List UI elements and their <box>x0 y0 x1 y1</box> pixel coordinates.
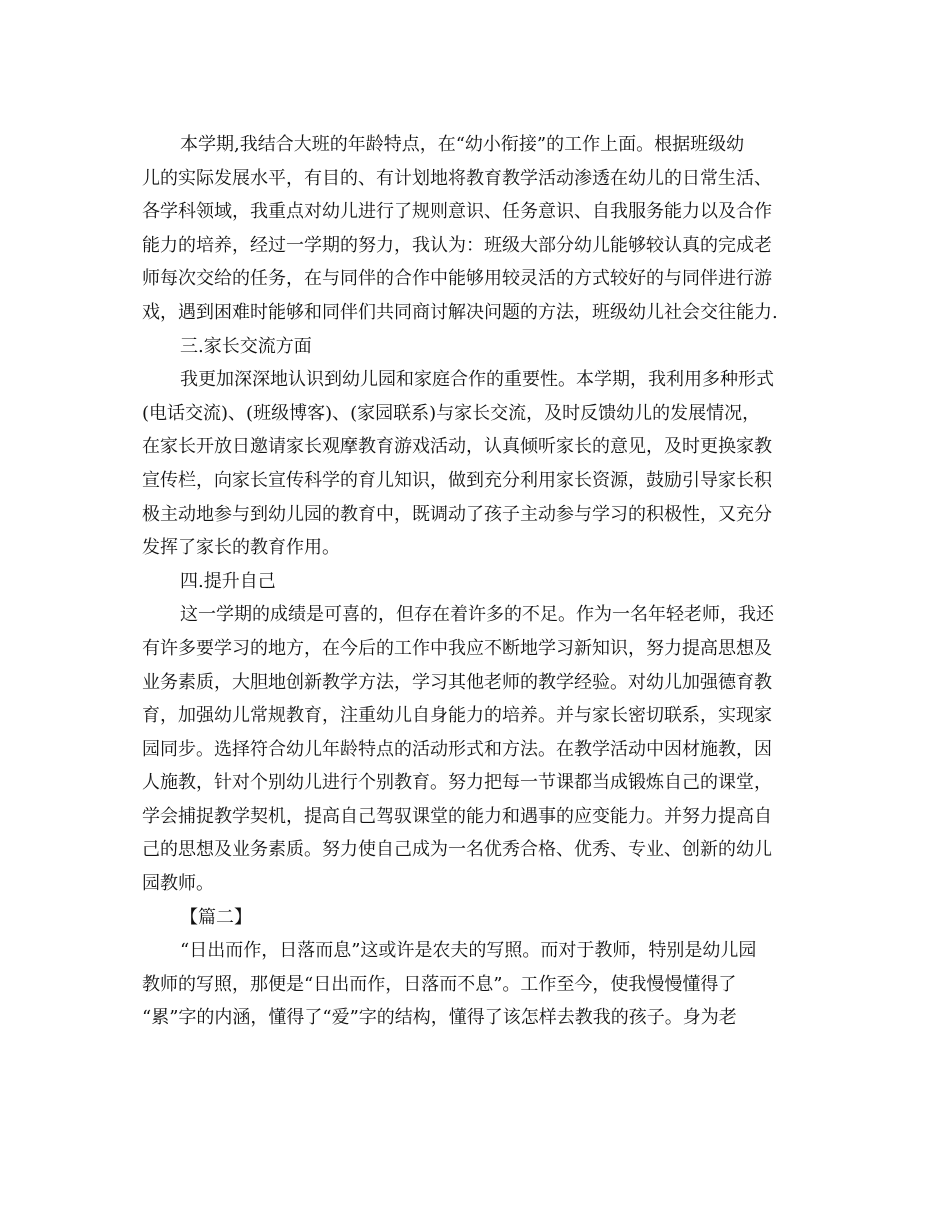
paragraph-line: 有许多要学习的地方，在今后的工作中我应不断地学习新知识，努力提高思想及 <box>142 637 772 659</box>
paragraph-line: (电话交流)、(班级博客)、(家园联系)与家长交流，及时反馈幼儿的发展情况， <box>142 402 761 424</box>
paragraph-line: 发挥了家长的教育作用。 <box>142 537 340 559</box>
paragraph-line: 业务素质，大胆地创新教学方法，学习其他老师的教学经验。对幼儿加强德育教 <box>142 671 772 693</box>
section-heading: 四.提升自己 <box>180 570 276 592</box>
paragraph-line: 师每次交给的任务，在与同伴的合作中能够用较灵活的方式较好的与同伴进行游 <box>142 268 772 290</box>
document-body <box>142 128 810 1035</box>
paragraph-line: “累”字的内涵，懂得了“爱”字的结构，懂得了该怎样去教我的孩子。身为老 <box>142 1007 737 1029</box>
paragraph-line: 这一学期的成绩是可喜的，但存在着许多的不足。作为一名年轻老师，我还 <box>180 604 774 626</box>
paragraph-line: 园同步。选择符合幼儿年龄特点的活动形式和方法。在教学活动中因材施教，因 <box>142 738 772 760</box>
paragraph-line: 教师的写照，那便是“日出而作，日落而不息”。工作至今，使我慢慢懂得了 <box>142 973 737 995</box>
paragraph-line: 儿的实际发展水平，有目的、有计划地将教育教学活动渗透在幼儿的日常生活、 <box>142 167 772 189</box>
paragraph-line: 宣传栏，向家长宣传科学的育儿知识，做到充分利用家长资源，鼓励引导家长积 <box>142 469 772 491</box>
section-heading: 三.家长交流方面 <box>180 335 312 357</box>
paragraph-line: “日出而作，日落而息”这或许是农夫的写照。而对于教师，特别是幼儿园 <box>180 940 757 962</box>
paragraph-line: 学会捕捉教学契机，提高自己驾驭课堂的能力和遇事的应变能力。并努力提高自 <box>142 805 772 827</box>
paragraph-line: 本学期,我结合大班的年龄特点，在“幼小衔接”的工作上面。根据班级幼 <box>180 134 745 155</box>
section-heading: 【篇二】 <box>180 906 252 928</box>
paragraph-line: 育，加强幼儿常规教育，注重幼儿自身能力的培养。并与家长密切联系，实现家 <box>142 705 772 727</box>
paragraph-line: 在家长开放日邀请家长观摩教育游戏活动，认真倾听家长的意见，及时更换家教 <box>142 436 772 458</box>
paragraph-line: 己的思想及业务素质。努力使自己成为一名优秀合格、优秀、专业、创新的幼儿 <box>142 839 772 861</box>
paragraph-line: 戏，遇到困难时能够和同伴们共同商讨解决问题的方法，班级幼儿社会交往能力. <box>142 301 778 323</box>
paragraph-line: 人施教，针对个别幼儿进行个别教育。努力把每一节课都当成锻炼自己的课堂， <box>142 772 772 794</box>
paragraph-line: 园教师。 <box>142 873 214 895</box>
paragraph-line: 我更加深深地认识到幼儿园和家庭合作的重要性。本学期，我利用多种形式 <box>180 369 774 391</box>
paragraph-line: 各学科领域，我重点对幼儿进行了规则意识、任务意识、自我服务能力以及合作 <box>142 201 772 223</box>
paragraph-line: 极主动地参与到幼儿园的教育中，既调动了孩子主动参与学习的积极性，又充分 <box>142 503 772 525</box>
paragraph-line: 能力的培养，经过一学期的努力，我认为：班级大部分幼儿能够较认真的完成老 <box>142 234 772 256</box>
